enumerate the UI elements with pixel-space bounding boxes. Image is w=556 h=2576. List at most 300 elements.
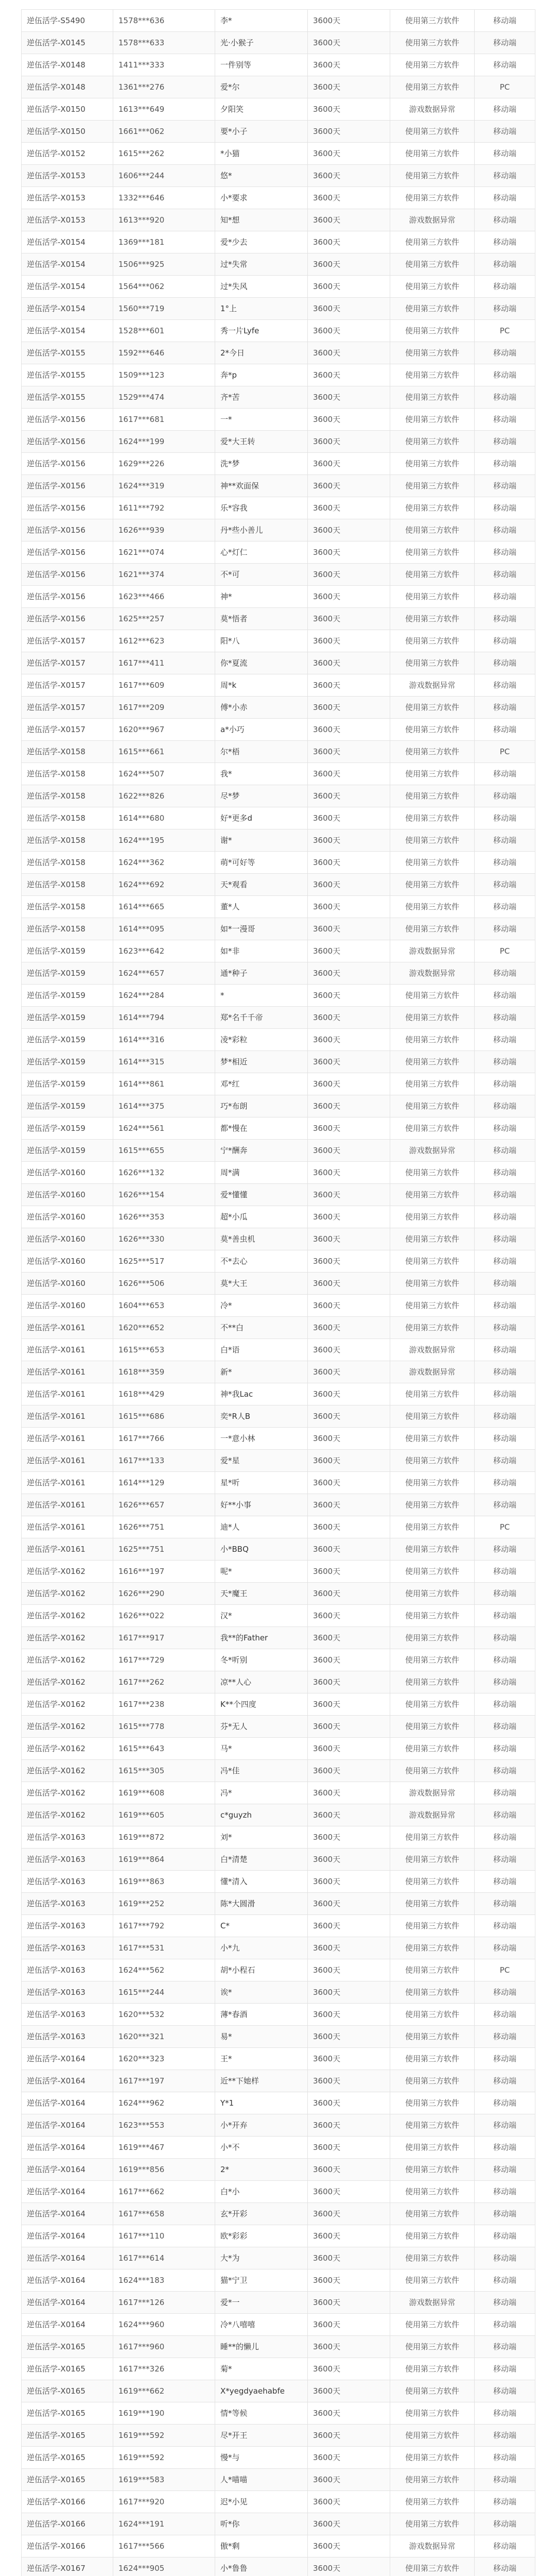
account-id-cell: 1615***686 (113, 1405, 215, 1428)
ban-duration-cell: 3600天 (308, 165, 390, 187)
account-id-cell: 1624***507 (113, 763, 215, 785)
ban-reason-cell: 使用第三方软件 (390, 586, 475, 608)
ban-reason-cell: 使用第三方软件 (390, 253, 475, 276)
ban-duration-cell: 3600天 (308, 1738, 390, 1760)
ban-reason-cell: 使用第三方软件 (390, 1383, 475, 1405)
ban-reason-cell: 使用第三方软件 (390, 431, 475, 453)
player-name-cell: 莫*大王 (215, 1273, 308, 1295)
ban-reason-cell: 游戏数据异常 (390, 2292, 475, 2314)
ban-reason-cell: 使用第三方软件 (390, 807, 475, 829)
platform-cell: 移动端 (475, 1826, 535, 1849)
server-cell: 逆伍活学-X0159 (22, 1051, 113, 1073)
ban-duration-cell: 3600天 (308, 1716, 390, 1738)
platform-cell: 移动端 (475, 1162, 535, 1184)
player-name-cell: 好*更多d (215, 807, 308, 829)
account-id-cell: 1626***154 (113, 1184, 215, 1206)
platform-cell: PC (475, 320, 535, 342)
player-name-cell: 过*失风 (215, 276, 308, 298)
server-cell: 逆伍活学-X0164 (22, 2314, 113, 2336)
ban-reason-cell: 使用第三方软件 (390, 1893, 475, 1915)
player-name-cell: 2* (215, 2159, 308, 2181)
ban-duration-cell: 3600天 (308, 209, 390, 231)
table-row (22, 1317, 535, 1339)
player-name-cell: 近**下她样 (215, 2070, 308, 2092)
account-id-cell: 1626***022 (113, 1605, 215, 1627)
ban-duration-cell: 3600天 (308, 1760, 390, 1782)
ban-list-body (22, 10, 535, 2576)
table-row (22, 1472, 535, 1494)
platform-cell: 移动端 (475, 1051, 535, 1073)
table-row (22, 1716, 535, 1738)
server-cell: 逆伍活学-X0158 (22, 918, 113, 940)
ban-reason-cell: 使用第三方软件 (390, 2159, 475, 2181)
table-row (22, 165, 535, 187)
ban-duration-cell: 3600天 (308, 1782, 390, 1804)
account-id-cell: 1614***794 (113, 1007, 215, 1029)
player-name-cell: 我**的Father (215, 1627, 308, 1649)
account-id-cell: 1620***967 (113, 719, 215, 741)
table-row (22, 829, 535, 852)
ban-reason-cell: 使用第三方软件 (390, 10, 475, 32)
ban-reason-cell: 使用第三方软件 (390, 2425, 475, 2447)
server-cell: 逆伍活学-X0163 (22, 1826, 113, 1849)
server-cell: 逆伍活学-X0165 (22, 2447, 113, 2469)
ban-duration-cell: 3600天 (308, 1162, 390, 1184)
table-row (22, 985, 535, 1007)
platform-cell: 移动端 (475, 453, 535, 475)
table-row (22, 2402, 535, 2425)
ban-duration-cell: 3600天 (308, 962, 390, 985)
ban-duration-cell: 3600天 (308, 1627, 390, 1649)
ban-reason-cell: 使用第三方软件 (390, 1516, 475, 1538)
platform-cell: 移动端 (475, 674, 535, 697)
platform-cell: 移动端 (475, 918, 535, 940)
server-cell: 逆伍活学-X0154 (22, 253, 113, 276)
server-cell: 逆伍活学-X0163 (22, 2026, 113, 2048)
platform-cell: 移动端 (475, 54, 535, 76)
player-name-cell: 天*魔王 (215, 1583, 308, 1605)
ban-duration-cell: 3600天 (308, 320, 390, 342)
ban-reason-cell: 游戏数据异常 (390, 1804, 475, 1826)
platform-cell: 移动端 (475, 2092, 535, 2114)
table-row (22, 1184, 535, 1206)
ban-duration-cell: 3600天 (308, 1538, 390, 1561)
player-name-cell: 神* (215, 586, 308, 608)
ban-duration-cell: 3600天 (308, 409, 390, 431)
platform-cell: 移动端 (475, 1605, 535, 1627)
ban-reason-cell: 使用第三方软件 (390, 2203, 475, 2225)
table-row (22, 741, 535, 763)
platform-cell: 移动端 (475, 98, 535, 121)
ban-duration-cell: 3600天 (308, 2269, 390, 2292)
table-row (22, 630, 535, 652)
server-cell: 逆伍活学-X0163 (22, 1937, 113, 1959)
ban-duration-cell: 3600天 (308, 2292, 390, 2314)
ban-reason-cell: 使用第三方软件 (390, 519, 475, 541)
server-cell: 逆伍活学-X0157 (22, 719, 113, 741)
account-id-cell: 1615***643 (113, 1738, 215, 1760)
ban-duration-cell: 3600天 (308, 1117, 390, 1140)
ban-reason-cell: 使用第三方软件 (390, 1206, 475, 1228)
table-row (22, 1693, 535, 1716)
player-name-cell: 冷*八嘻嘻 (215, 2314, 308, 2336)
player-name-cell: 白*清楚 (215, 1849, 308, 1871)
ban-reason-cell: 使用第三方软件 (390, 2557, 475, 2576)
ban-duration-cell: 3600天 (308, 1317, 390, 1339)
ban-duration-cell: 3600天 (308, 32, 390, 54)
ban-duration-cell: 3600天 (308, 2314, 390, 2336)
account-id-cell: 1617***133 (113, 1450, 215, 1472)
player-name-cell: 傲*剩 (215, 2535, 308, 2557)
account-id-cell: 1564***062 (113, 276, 215, 298)
player-name-cell: 知*想 (215, 209, 308, 231)
table-row (22, 2314, 535, 2336)
platform-cell: 移动端 (475, 1627, 535, 1649)
ban-duration-cell: 3600天 (308, 2469, 390, 2491)
account-id-cell: 1617***729 (113, 1649, 215, 1671)
server-cell: 逆伍活学-X0165 (22, 2336, 113, 2358)
server-cell: 逆伍活学-X0159 (22, 1095, 113, 1117)
table-row (22, 1937, 535, 1959)
server-cell: 逆伍活学-X0154 (22, 320, 113, 342)
ban-reason-cell: 使用第三方软件 (390, 1184, 475, 1206)
account-id-cell: 1617***917 (113, 1627, 215, 1649)
player-name-cell: 菊* (215, 2358, 308, 2380)
table-row (22, 2336, 535, 2358)
platform-cell: 移动端 (475, 2048, 535, 2070)
ban-duration-cell: 3600天 (308, 1051, 390, 1073)
ban-reason-cell: 使用第三方软件 (390, 1073, 475, 1095)
ban-duration-cell: 3600天 (308, 1184, 390, 1206)
ban-list-table (21, 9, 535, 2576)
table-row (22, 1029, 535, 1051)
account-id-cell: 1611***792 (113, 497, 215, 519)
account-id-cell: 1615***661 (113, 741, 215, 763)
account-id-cell: 1629***226 (113, 453, 215, 475)
ban-duration-cell: 3600天 (308, 298, 390, 320)
table-row (22, 2491, 535, 2513)
player-name-cell: 奔*p (215, 364, 308, 386)
player-name-cell: c*guyzh (215, 1804, 308, 1826)
table-row (22, 320, 535, 342)
player-name-cell: X*yegdyaehabfe (215, 2380, 308, 2402)
ban-duration-cell: 3600天 (308, 453, 390, 475)
ban-reason-cell: 使用第三方软件 (390, 1538, 475, 1561)
platform-cell: 移动端 (475, 962, 535, 985)
server-cell: 逆伍活学-X0166 (22, 2491, 113, 2513)
ban-duration-cell: 3600天 (308, 1228, 390, 1250)
server-cell: 逆伍活学-X0162 (22, 1693, 113, 1716)
platform-cell: 移动端 (475, 1361, 535, 1383)
table-row (22, 364, 535, 386)
table-row (22, 1826, 535, 1849)
account-id-cell: 1411***333 (113, 54, 215, 76)
player-name-cell: 不*去心 (215, 1250, 308, 1273)
table-row (22, 1095, 535, 1117)
table-row (22, 98, 535, 121)
table-row (22, 1849, 535, 1871)
ban-duration-cell: 3600天 (308, 2557, 390, 2576)
ban-reason-cell: 使用第三方软件 (390, 2402, 475, 2425)
ban-reason-cell: 使用第三方软件 (390, 475, 475, 497)
ban-duration-cell: 3600天 (308, 2447, 390, 2469)
player-name-cell: 莫*善虫机 (215, 1228, 308, 1250)
account-id-cell: 1617***110 (113, 2225, 215, 2247)
platform-cell: 移动端 (475, 630, 535, 652)
ban-reason-cell: 使用第三方软件 (390, 165, 475, 187)
platform-cell: 移动端 (475, 2447, 535, 2469)
player-name-cell: 周*满 (215, 1162, 308, 1184)
ban-reason-cell: 使用第三方软件 (390, 697, 475, 719)
server-cell: 逆伍活学-X0163 (22, 1981, 113, 2004)
ban-reason-cell: 使用第三方软件 (390, 1826, 475, 1849)
player-name-cell: 神**欢面保 (215, 475, 308, 497)
platform-cell: 移动端 (475, 1981, 535, 2004)
server-cell: 逆伍活学-X0163 (22, 2004, 113, 2026)
server-cell: 逆伍活学-X0164 (22, 2225, 113, 2247)
player-name-cell: 凉**人心 (215, 1671, 308, 1693)
account-id-cell: 1626***657 (113, 1494, 215, 1516)
platform-cell: 移动端 (475, 1117, 535, 1140)
table-row (22, 2203, 535, 2225)
table-row (22, 940, 535, 962)
server-cell: 逆伍活学-X0160 (22, 1273, 113, 1295)
ban-duration-cell: 3600天 (308, 2181, 390, 2203)
account-id-cell: 1617***411 (113, 652, 215, 674)
player-name-cell: 迪*人 (215, 1516, 308, 1538)
server-cell: 逆伍活学-X0152 (22, 143, 113, 165)
ban-duration-cell: 3600天 (308, 1893, 390, 1915)
player-name-cell: 董*人 (215, 896, 308, 918)
table-row (22, 1649, 535, 1671)
server-cell: 逆伍活学-X0161 (22, 1339, 113, 1361)
account-id-cell: 1617***326 (113, 2358, 215, 2380)
player-name-cell: 爱*尔 (215, 76, 308, 98)
player-name-cell: 如*非 (215, 940, 308, 962)
ban-duration-cell: 3600天 (308, 10, 390, 32)
ban-duration-cell: 3600天 (308, 1981, 390, 2004)
account-id-cell: 1613***649 (113, 98, 215, 121)
platform-cell: 移动端 (475, 874, 535, 896)
player-name-cell: 一* (215, 409, 308, 431)
ban-reason-cell: 使用第三方软件 (390, 1561, 475, 1583)
table-row (22, 386, 535, 409)
player-name-cell: 2*今日 (215, 342, 308, 364)
platform-cell: 移动端 (475, 852, 535, 874)
account-id-cell: 1621***374 (113, 564, 215, 586)
player-name-cell: 过*失常 (215, 253, 308, 276)
ban-duration-cell: 3600天 (308, 608, 390, 630)
platform-cell: 移动端 (475, 253, 535, 276)
server-cell: 逆伍活学-X0159 (22, 1140, 113, 1162)
server-cell: 逆伍活学-X0161 (22, 1516, 113, 1538)
ban-reason-cell: 游戏数据异常 (390, 962, 475, 985)
platform-cell: 移动端 (475, 2004, 535, 2026)
ban-duration-cell: 3600天 (308, 1693, 390, 1716)
account-id-cell: 1625***751 (113, 1538, 215, 1561)
player-name-cell: 光·小猴子 (215, 32, 308, 54)
ban-reason-cell: 使用第三方软件 (390, 187, 475, 209)
account-id-cell: 1560***719 (113, 298, 215, 320)
account-id-cell: 1614***861 (113, 1073, 215, 1095)
account-id-cell: 1661***062 (113, 121, 215, 143)
account-id-cell: 1617***609 (113, 674, 215, 697)
table-row (22, 719, 535, 741)
ban-reason-cell: 使用第三方软件 (390, 2026, 475, 2048)
platform-cell: 移动端 (475, 143, 535, 165)
player-name-cell: 李* (215, 10, 308, 32)
ban-reason-cell: 使用第三方软件 (390, 1738, 475, 1760)
player-name-cell: 悠* (215, 165, 308, 187)
ban-duration-cell: 3600天 (308, 652, 390, 674)
ban-reason-cell: 使用第三方软件 (390, 630, 475, 652)
player-name-cell: 好**小事 (215, 1494, 308, 1516)
account-id-cell: 1612***623 (113, 630, 215, 652)
player-name-cell: 不*可 (215, 564, 308, 586)
ban-duration-cell: 3600天 (308, 1007, 390, 1029)
account-id-cell: 1620***321 (113, 2026, 215, 2048)
account-id-cell: 1361***276 (113, 76, 215, 98)
ban-reason-cell: 使用第三方软件 (390, 918, 475, 940)
table-row (22, 1140, 535, 1162)
player-name-cell: 懂*清入 (215, 1871, 308, 1893)
server-cell: 逆伍活学-X0156 (22, 497, 113, 519)
ban-reason-cell: 使用第三方软件 (390, 2181, 475, 2203)
platform-cell: 移动端 (475, 652, 535, 674)
server-cell: 逆伍活学-X0162 (22, 1804, 113, 1826)
platform-cell: 移动端 (475, 1760, 535, 1782)
ban-reason-cell: 使用第三方软件 (390, 2358, 475, 2380)
platform-cell: 移动端 (475, 1937, 535, 1959)
server-cell: 逆伍活学-X0156 (22, 608, 113, 630)
account-id-cell: 1624***960 (113, 2314, 215, 2336)
player-name-cell: 冬*听别 (215, 1649, 308, 1671)
ban-duration-cell: 3600天 (308, 1915, 390, 1937)
player-name-cell: 秀一片Lyfe (215, 320, 308, 342)
account-id-cell: 1619***592 (113, 2447, 215, 2469)
player-name-cell: 小*要求 (215, 187, 308, 209)
ban-reason-cell: 使用第三方软件 (390, 2469, 475, 2491)
player-name-cell: 爱*懂懂 (215, 1184, 308, 1206)
server-cell: 逆伍活学-X0157 (22, 697, 113, 719)
platform-cell: 移动端 (475, 2380, 535, 2402)
ban-reason-cell: 使用第三方软件 (390, 785, 475, 807)
platform-cell: 移动端 (475, 2181, 535, 2203)
ban-reason-cell: 使用第三方软件 (390, 608, 475, 630)
player-name-cell: 尽*开王 (215, 2425, 308, 2447)
player-name-cell: 胡*小程石 (215, 1959, 308, 1981)
table-row (22, 1959, 535, 1981)
server-cell: 逆伍活学-X0148 (22, 54, 113, 76)
account-id-cell: 1619***190 (113, 2402, 215, 2425)
player-name-cell: 睡**的懒儿 (215, 2336, 308, 2358)
player-name-cell: 夕阳笑 (215, 98, 308, 121)
server-cell: 逆伍活学-X0150 (22, 98, 113, 121)
ban-reason-cell: 使用第三方软件 (390, 1959, 475, 1981)
server-cell: 逆伍活学-X0163 (22, 1849, 113, 1871)
platform-cell: 移动端 (475, 1317, 535, 1339)
platform-cell: 移动端 (475, 1405, 535, 1428)
ban-reason-cell: 使用第三方软件 (390, 2225, 475, 2247)
ban-reason-cell: 使用第三方软件 (390, 386, 475, 409)
platform-cell: 移动端 (475, 1184, 535, 1206)
player-name-cell: 星*听 (215, 1472, 308, 1494)
account-id-cell: 1626***290 (113, 1583, 215, 1605)
player-name-cell: 马* (215, 1738, 308, 1760)
account-id-cell: 1624***657 (113, 962, 215, 985)
server-cell: 逆伍活学-X0161 (22, 1450, 113, 1472)
server-cell: 逆伍活学-X0162 (22, 1738, 113, 1760)
ban-reason-cell: 使用第三方软件 (390, 1871, 475, 1893)
server-cell: 逆伍活学-X0156 (22, 475, 113, 497)
account-id-cell: 1619***608 (113, 1782, 215, 1804)
table-row (22, 1117, 535, 1140)
player-name-cell: 诶* (215, 1981, 308, 2004)
account-id-cell: 1578***636 (113, 10, 215, 32)
server-cell: 逆伍活学-X0164 (22, 2070, 113, 2092)
server-cell: 逆伍活学-X0161 (22, 1428, 113, 1450)
ban-reason-cell: 使用第三方软件 (390, 852, 475, 874)
table-row (22, 2469, 535, 2491)
account-id-cell: 1617***262 (113, 1671, 215, 1693)
table-row (22, 519, 535, 541)
account-id-cell: 1578***633 (113, 32, 215, 54)
ban-duration-cell: 3600天 (308, 874, 390, 896)
server-cell: 逆伍活学-X0161 (22, 1405, 113, 1428)
server-cell: 逆伍活学-X0161 (22, 1538, 113, 1561)
table-row (22, 431, 535, 453)
table-row (22, 852, 535, 874)
player-name-cell: 天*观看 (215, 874, 308, 896)
account-id-cell: 1626***506 (113, 1273, 215, 1295)
table-row (22, 1627, 535, 1649)
player-name-cell: *小猫 (215, 143, 308, 165)
platform-cell: 移动端 (475, 608, 535, 630)
server-cell: 逆伍活学-X0148 (22, 76, 113, 98)
server-cell: 逆伍活学-X0165 (22, 2380, 113, 2402)
table-row (22, 1361, 535, 1383)
player-name-cell: 周*k (215, 674, 308, 697)
ban-duration-cell: 3600天 (308, 586, 390, 608)
table-row (22, 76, 535, 98)
ban-reason-cell: 使用第三方软件 (390, 896, 475, 918)
player-name-cell: 谢* (215, 829, 308, 852)
player-name-cell: 神*我Lac (215, 1383, 308, 1405)
ban-reason-cell: 使用第三方软件 (390, 1472, 475, 1494)
table-row (22, 409, 535, 431)
ban-duration-cell: 3600天 (308, 785, 390, 807)
ban-duration-cell: 3600天 (308, 2491, 390, 2513)
table-row (22, 807, 535, 829)
table-row (22, 1295, 535, 1317)
account-id-cell: 1614***680 (113, 807, 215, 829)
server-cell: 逆伍活学-X0163 (22, 1893, 113, 1915)
platform-cell: 移动端 (475, 187, 535, 209)
server-cell: 逆伍活学-X0156 (22, 541, 113, 564)
ban-duration-cell: 3600天 (308, 541, 390, 564)
server-cell: 逆伍活学-X0164 (22, 2159, 113, 2181)
server-cell: 逆伍活学-X0159 (22, 1029, 113, 1051)
platform-cell: 移动端 (475, 697, 535, 719)
server-cell: 逆伍活学-X0158 (22, 896, 113, 918)
table-row (22, 2070, 535, 2092)
ban-reason-cell: 使用第三方软件 (390, 1849, 475, 1871)
server-cell: 逆伍活学-X0162 (22, 1605, 113, 1627)
ban-reason-cell: 使用第三方软件 (390, 1051, 475, 1073)
account-id-cell: 1624***183 (113, 2269, 215, 2292)
ban-duration-cell: 3600天 (308, 143, 390, 165)
ban-duration-cell: 3600天 (308, 1671, 390, 1693)
